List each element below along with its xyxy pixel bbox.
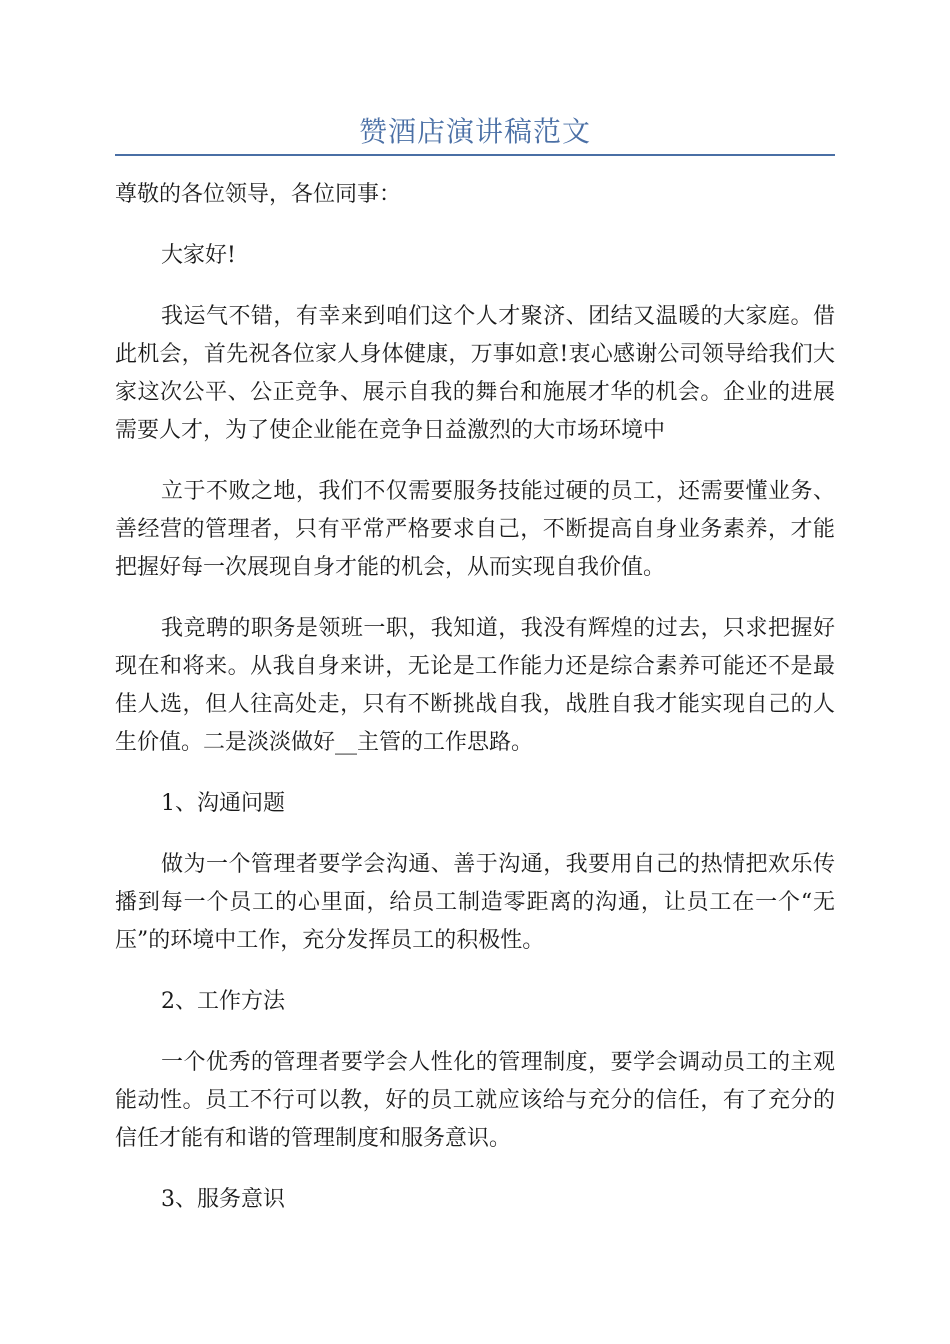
paragraph-management: 立于不败之地，我们不仅需要服务技能过硬的员工，还需要懂业务、善经营的管理者，只有平常严格要求自己，不断提高自身业务素养，才能把握好每一次展现自身才能的机会，从而实现自我价值。 [115,479,835,580]
heading-work-method: 2、工作方法 [161,989,285,1014]
paragraph-work-method: 一个优秀的管理者要学会人性化的管理制度，要学会调动员工的主观能动性。员工不行可以教，好的员工就应该给与充分的信任，有了充分的信任才能有和谐的管理制度和服务意识。 [115,1050,835,1151]
heading-service: 3、服务意识 [161,1187,285,1212]
document-body [115,176,835,1242]
heading-communication: 1、沟通问题 [161,791,285,816]
title-underline [115,154,835,156]
document-title: 赞酒店演讲稿范文 [358,115,591,148]
greeting: 大家好! [161,243,236,268]
paragraph-intro: 我运气不错，有幸来到咱们这个人才聚济、团结又温暖的大家庭。借此机会，首先祝各位家人身体健康，万事如意!衷心感谢公司领导给我们大家这次公平、公正竞争、展示自我的舞台和施展才华的机会。企业的进展需要人才，为了使企业能在竞争日益激烈的大市场环境中 [115,304,835,443]
paragraph-position: 我竞聘的职务是领班一职，我知道，我没有辉煌的过去，只求把握好现在和将来。从我自身来讲，无论是工作能力还是综合素养可能还不是最佳人选，但人往高处走，只有不断挑战自我，战胜自我才能实现自己的人生价值。二是淡淡做好__主管的工作思路。 [115,616,835,755]
paragraph-communication: 做为一个管理者要学会沟通、善于沟通，我要用自己的热情把欢乐传播到每一个员工的心里面，给员工制造零距离的沟通，让员工在一个“无压”的环境中工作，充分发挥员工的积极性。 [115,852,835,953]
salutation: 尊敬的各位领导，各位同事： [115,182,402,207]
